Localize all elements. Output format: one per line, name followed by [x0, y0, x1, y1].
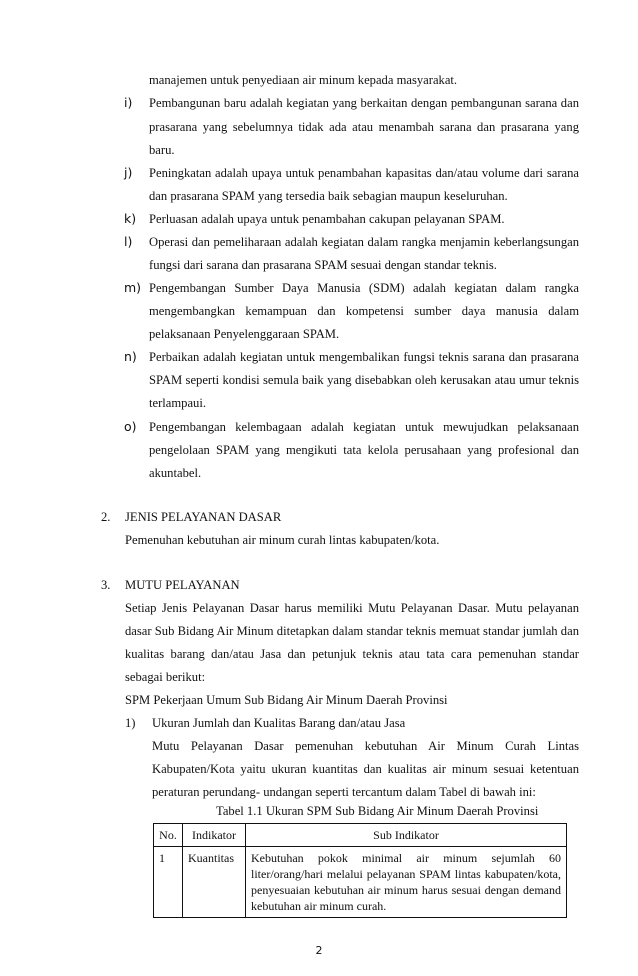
definition-n-line-2: SPAM seperti kondisi semula baik yang disebabkan oleh kerusakan atau umur teknis [149, 373, 579, 387]
definition-n-line-1: Perbaikan adalah kegiatan untuk mengembalikan fungsi teknis sarana dan prasarana [149, 350, 579, 364]
section-3-para-line-1: Setiap Jenis Pelayanan Dasar harus memiliki Mutu Pelayanan Dasar. Mutu pelayanan [125, 601, 579, 615]
table-cell-sub-indikator: Kebutuhan pokok minimal air minum sejumlah 60 liter/orang/hari melalui pelayanan SPAM lintas kabupaten/kota, penyesuaian kebutuhan air minum harus sesuai dengan demand kebutuhan air minum curah. [246, 847, 567, 918]
section-2-body: Pemenuhan kebutuhan air minum curah lintas kabupaten/kota. [125, 533, 440, 547]
definition-label-m: m) [124, 280, 142, 295]
definition-label-l: l) [124, 234, 133, 249]
definition-m-line-1: Pengembangan Sumber Daya Manusia (SDM) adalah kegiatan dalam rangka [149, 281, 579, 295]
item-1-title: Ukuran Jumlah dan Kualitas Barang dan/atau Jasa [152, 716, 406, 730]
definition-label-j: j) [124, 165, 133, 180]
table-cell-indikator: Kuantitas [183, 847, 246, 918]
table-header-sub-indikator: Sub Indikator [246, 824, 567, 847]
page-number: 2 [315, 944, 323, 957]
definition-j-line-2: dan prasarana SPAM yang tersedia baik sebagian maupun keseluruhan. [149, 189, 508, 203]
section-3-para-line-3: kualitas barang dan/atau Jasa dan petunjuk teknis atau tata cara pemenuhan standar [125, 647, 579, 661]
definition-k-line-1: Perluasan adalah upaya untuk penambahan cakupan pelayanan SPAM. [149, 212, 505, 226]
definition-i-line-3: baru. [149, 143, 175, 157]
item-1-line-1: Mutu Pelayanan Dasar pemenuhan kebutuhan Air Minum Curah Lintas [152, 739, 579, 753]
definition-o-line-1: Pengembangan kelembagaan adalah kegiatan untuk mewujudkan pelaksanaan [149, 420, 579, 434]
definition-m-line-2: mengembangkan kemampuan dan kompetensi sumber daya manusia dalam [149, 304, 579, 318]
item-1-label: 1) [125, 716, 136, 730]
definition-n-line-3: terlampaui. [149, 396, 206, 410]
table-header-row [154, 824, 567, 847]
definition-j-line-1: Peningkatan adalah upaya untuk penambahan kapasitas dan/atau volume dari sarana [149, 166, 579, 180]
spm-table [153, 823, 567, 918]
definition-l-line-1: Operasi dan pemeliharaan adalah kegiatan dalam rangka menjamin keberlangsungan [149, 235, 579, 249]
section-2-number: 2. [101, 510, 111, 524]
table-cell-no: 1 [154, 847, 183, 918]
definition-label-k: k) [124, 211, 137, 226]
definition-o-line-3: akuntabel. [149, 466, 202, 480]
section-3-heading: MUTU PELAYANAN [125, 578, 240, 592]
section-2-heading: JENIS PELAYANAN DASAR [125, 510, 282, 524]
definition-label-o: o) [124, 419, 137, 434]
definition-o-line-2: pengelolaan SPAM yang mengikuti tata kelola perusahaan yang profesional dan [149, 443, 579, 457]
definition-l-line-2: fungsi dari sarana dan prasarana SPAM sesuai dengan standar teknis. [149, 258, 497, 272]
intro-line: manajemen untuk penyediaan air minum kepada masyarakat. [149, 73, 458, 87]
spm-title: SPM Pekerjaan Umum Sub Bidang Air Minum Daerah Provinsi [125, 693, 448, 707]
section-3-para-line-4: sebagai berikut: [125, 670, 206, 684]
item-1-line-3: peraturan perundang- undangan seperti tercantum dalam Tabel di bawah ini: [152, 785, 536, 799]
definition-i-line-1: Pembangunan baru adalah kegiatan yang berkaitan dengan pembangunan sarana dan [149, 96, 579, 110]
item-1-line-2: Kabupaten/Kota yaitu ukuran kuantitas dan kualitas air minum sesuai ketentuan [152, 762, 579, 776]
definition-label-i: i) [124, 95, 133, 110]
table-caption: Tabel 1.1 Ukuran SPM Sub Bidang Air Minum Daerah Provinsi [216, 804, 539, 818]
definition-label-n: n) [124, 349, 137, 364]
section-3-para-line-2: dasar Sub Bidang Air Minum ditetapkan dalam standar teknis memuat standar jumlah dan [125, 624, 579, 638]
definition-m-line-3: pelaksanaan Penyelenggaraan SPAM. [149, 327, 340, 341]
table-row [154, 847, 567, 918]
section-3-number: 3. [101, 578, 111, 592]
table-header-indikator: Indikator [183, 824, 246, 847]
definition-i-line-2: prasarana yang sebelumnya tidak ada atau menambah sarana dan prasarana yang [149, 120, 579, 134]
table-header-no: No. [154, 824, 183, 847]
